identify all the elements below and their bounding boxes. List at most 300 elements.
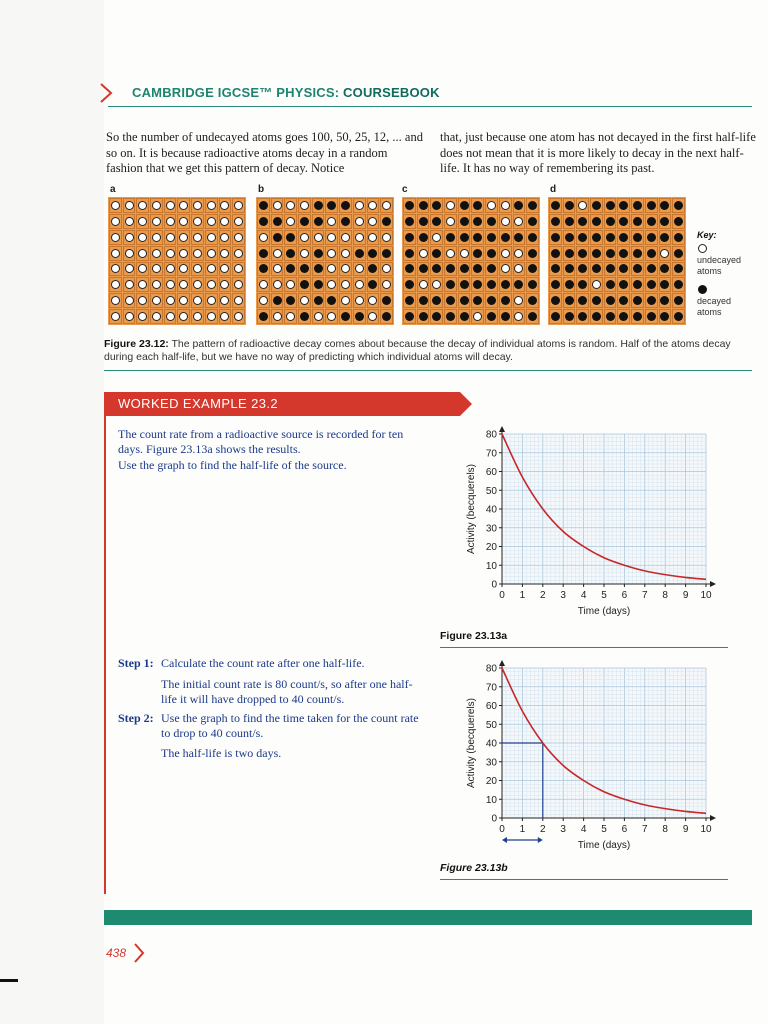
undecayed-atom (152, 296, 161, 305)
atom-cell (191, 277, 204, 292)
atom-cell (672, 230, 685, 245)
decayed-atom (473, 233, 482, 242)
atom-cell (617, 293, 630, 308)
decayed-atom (314, 280, 323, 289)
atom-cell (298, 198, 311, 213)
atom-cell (164, 309, 177, 324)
half-life-arrow-right (538, 837, 543, 843)
y-axis-arrow (499, 660, 505, 666)
atom-cell (380, 198, 393, 213)
undecayed-atom (432, 233, 441, 242)
atom-cell (549, 293, 562, 308)
undecayed-atom (327, 217, 336, 226)
undecayed-atom (514, 217, 523, 226)
key-title: Key: (697, 230, 717, 240)
atom-cell (604, 214, 617, 229)
grid-label-d: d (550, 184, 557, 195)
atom-cell (563, 293, 576, 308)
atom-cell (380, 309, 393, 324)
atom-cell (485, 293, 498, 308)
decayed-atom (355, 312, 364, 321)
atom-cell (659, 214, 672, 229)
decayed-atom (647, 217, 656, 226)
decayed-atom (592, 249, 601, 258)
decayed-atom (446, 233, 455, 242)
atom-cell (325, 262, 338, 277)
atom-cell (604, 198, 617, 213)
decayed-atom (259, 312, 268, 321)
atom-cell (444, 198, 457, 213)
atom-cell (458, 198, 471, 213)
atom-cell (284, 309, 297, 324)
atom-cell (177, 246, 190, 261)
page-number: 438 (106, 946, 127, 960)
decayed-atom (446, 280, 455, 289)
atom-cell (513, 262, 526, 277)
decayed-atom (619, 233, 628, 242)
decayed-atom (314, 264, 323, 273)
decayed-atom (660, 312, 669, 321)
atom-cell (604, 246, 617, 261)
decayed-atom (405, 280, 414, 289)
y-tick-label: 60 (485, 701, 497, 712)
atom-cell (631, 293, 644, 308)
decayed-atom (633, 280, 642, 289)
decayed-atom (647, 312, 656, 321)
atom-cell (177, 293, 190, 308)
undecayed-atom (487, 201, 496, 210)
undecayed-atom (220, 264, 229, 273)
atom-cell (271, 262, 284, 277)
y-tick-label: 40 (485, 504, 497, 516)
atom-cell (617, 277, 630, 292)
atom-cell (499, 198, 512, 213)
undecayed-atom (355, 296, 364, 305)
atom-cell (325, 198, 338, 213)
undecayed-atom (111, 264, 120, 273)
decayed-atom (528, 201, 537, 210)
atom-cell (549, 277, 562, 292)
undecayed-atom (368, 233, 377, 242)
undecayed-atom (234, 312, 243, 321)
undecayed-atom (166, 233, 175, 242)
undecayed-atom (432, 280, 441, 289)
x-tick-label: 9 (682, 824, 689, 835)
atom-cell (576, 198, 589, 213)
decayed-atom (565, 201, 574, 210)
decayed-atom (460, 296, 469, 305)
atom-cell (403, 246, 416, 261)
atom-cell (150, 246, 163, 261)
running-header (98, 82, 752, 108)
undecayed-atom (111, 249, 120, 258)
decayed-atom (300, 280, 309, 289)
decayed-atom (565, 280, 574, 289)
decayed-atom (446, 312, 455, 321)
atom-cell (645, 262, 658, 277)
atom-grid-d (548, 197, 686, 325)
decayed-atom (432, 264, 441, 273)
atom-cell (312, 246, 325, 261)
decayed-atom (368, 249, 377, 258)
decayed-atom (419, 233, 428, 242)
decayed-atom (528, 296, 537, 305)
atom-cell (205, 214, 218, 229)
atom-cell (136, 309, 149, 324)
undecayed-atom (138, 217, 147, 226)
atom-cell (271, 214, 284, 229)
undecayed-atom (234, 280, 243, 289)
atom-cell (232, 214, 245, 229)
decayed-atom (259, 217, 268, 226)
undecayed-atom (125, 249, 134, 258)
atom-cell (513, 230, 526, 245)
atom-cell (645, 198, 658, 213)
undecayed-atom (125, 280, 134, 289)
x-tick-label: 1 (519, 824, 526, 835)
decayed-atom (606, 264, 615, 273)
atom-cell (353, 262, 366, 277)
decayed-atom (551, 280, 560, 289)
undecayed-atom (125, 296, 134, 305)
atom-cell (136, 230, 149, 245)
atom-cell (205, 198, 218, 213)
atom-cell (444, 214, 457, 229)
decayed-atom (674, 249, 683, 258)
decayed-atom (565, 233, 574, 242)
undecayed-atom (152, 249, 161, 258)
decayed-atom (528, 217, 537, 226)
undecayed-atom (152, 233, 161, 242)
x-tick-label: 5 (601, 590, 607, 601)
decayed-atom (674, 296, 683, 305)
atom-cell (604, 262, 617, 277)
decayed-atom (382, 249, 391, 258)
atom-cell (150, 230, 163, 245)
atom-cell (645, 293, 658, 308)
atom-cell (257, 246, 270, 261)
decayed-atom (355, 249, 364, 258)
atom-cell (458, 246, 471, 261)
decayed-atom (368, 264, 377, 273)
atom-cell (191, 293, 204, 308)
atom-cell (109, 262, 122, 277)
worked-example-banner (104, 392, 472, 416)
atom-cell (430, 293, 443, 308)
header-rule (108, 106, 752, 107)
undecayed-atom (152, 264, 161, 273)
atom-cell (177, 277, 190, 292)
atom-cell (339, 214, 352, 229)
undecayed-atom (207, 233, 216, 242)
decayed-atom (460, 233, 469, 242)
atom-cell (164, 214, 177, 229)
atom-cell (367, 262, 380, 277)
atom-cell (150, 293, 163, 308)
atom-cell (403, 309, 416, 324)
atom-cell (219, 309, 232, 324)
decayed-atom (432, 217, 441, 226)
x-tick-label: 10 (700, 824, 712, 835)
atom-cell (298, 277, 311, 292)
undecayed-atom (300, 201, 309, 210)
atom-cell (353, 309, 366, 324)
decayed-atom (419, 217, 428, 226)
undecayed-atom (179, 233, 188, 242)
atom-cell (109, 198, 122, 213)
atom-cell (403, 277, 416, 292)
atom-cell (353, 277, 366, 292)
undecayed-atom (501, 217, 510, 226)
atom-cell (367, 309, 380, 324)
atom-cell (367, 214, 380, 229)
atom-cell (136, 198, 149, 213)
atom-cell (367, 198, 380, 213)
atom-cell (164, 277, 177, 292)
undecayed-atom (382, 201, 391, 210)
atom-cell (380, 214, 393, 229)
atom-cell (471, 198, 484, 213)
atom-cell (205, 309, 218, 324)
atom-cell (367, 277, 380, 292)
atom-cell (458, 309, 471, 324)
atom-cell (631, 214, 644, 229)
y-tick-label: 60 (485, 467, 497, 478)
footer-bar (104, 910, 752, 925)
atom-cell (526, 214, 539, 229)
atom-cell (631, 230, 644, 245)
undecayed-atom (446, 249, 455, 258)
y-tick-label: 70 (485, 448, 497, 460)
undecayed-atom (220, 249, 229, 258)
decayed-atom (551, 249, 560, 258)
undecayed-atom (382, 280, 391, 289)
atom-cell (549, 262, 562, 277)
atom-cell (444, 309, 457, 324)
atom-cell (526, 293, 539, 308)
atom-cell (526, 309, 539, 324)
atom-cell (604, 277, 617, 292)
atom-cell (150, 198, 163, 213)
decayed-atom (314, 217, 323, 226)
figure-caption: Figure 23.12: The pattern of radioactive decay comes about because the decay of individual atoms is random. Half of the atoms decay during each half-life, but we have no way of predicting which individual atoms will decay. (104, 338, 731, 363)
decayed-atom (633, 296, 642, 305)
decayed-atom (327, 296, 336, 305)
undecayed-atom (152, 217, 161, 226)
atom-cell (617, 230, 630, 245)
atom-cell (631, 198, 644, 213)
y-tick-label: 10 (485, 794, 497, 806)
atom-cell (617, 246, 630, 261)
atom-cell (549, 309, 562, 324)
undecayed-atom (166, 249, 175, 258)
atom-cell (298, 309, 311, 324)
decayed-atom-icon (698, 285, 707, 294)
undecayed-atom (234, 264, 243, 273)
undecayed-atom (193, 280, 202, 289)
decayed-atom (419, 296, 428, 305)
step-2-detail: The half-life is two days. (161, 746, 282, 760)
decayed-atom (528, 280, 537, 289)
atom-cell (485, 277, 498, 292)
atom-cell (232, 246, 245, 261)
atom-cell (513, 214, 526, 229)
atom-cell (471, 293, 484, 308)
y-tick-label: 0 (491, 579, 497, 591)
x-axis-title: Time (days) (577, 840, 631, 851)
x-axis-title: Time (days) (577, 606, 631, 617)
decayed-atom (419, 264, 428, 273)
figure-key (697, 230, 757, 318)
undecayed-atom-icon (698, 244, 707, 253)
decayed-atom (487, 249, 496, 258)
atom-cell (257, 277, 270, 292)
atom-cell (219, 262, 232, 277)
page-margin (0, 0, 104, 1024)
undecayed-atom (273, 280, 282, 289)
undecayed-atom (259, 296, 268, 305)
atom-cell (380, 293, 393, 308)
atom-cell (513, 309, 526, 324)
undecayed-atom (152, 201, 161, 210)
worked-example-title: WORKED EXAMPLE 23.2 (118, 396, 279, 411)
atom-grid-a (108, 197, 246, 325)
decayed-atom (551, 217, 560, 226)
atom-cell (499, 262, 512, 277)
atom-cell (219, 293, 232, 308)
undecayed-atom (314, 233, 323, 242)
x-tick-label: 7 (642, 824, 648, 835)
atom-cell (403, 293, 416, 308)
atom-cell (485, 246, 498, 261)
undecayed-atom (207, 249, 216, 258)
x-tick-label: 8 (662, 824, 668, 835)
undecayed-atom (501, 249, 510, 258)
atom-cell (617, 309, 630, 324)
undecayed-atom (368, 296, 377, 305)
decayed-atom (473, 264, 482, 273)
atom-cell (164, 246, 177, 261)
atom-cell (191, 246, 204, 261)
undecayed-atom (341, 249, 350, 258)
atom-cell (563, 230, 576, 245)
undecayed-atom (220, 280, 229, 289)
decayed-atom (432, 312, 441, 321)
decayed-atom (382, 312, 391, 321)
atom-grid-b (256, 197, 394, 325)
atom-cell (339, 230, 352, 245)
atom-cell (177, 309, 190, 324)
decayed-atom (382, 296, 391, 305)
atom-cell (526, 277, 539, 292)
atom-cell (123, 230, 136, 245)
body-paragraph-left: So the number of undecayed atoms goes 100, 50, 25, 12, ... and so on. It is because radioactive atoms decay in a random fashion that we get this pattern of decay. Notice (106, 130, 423, 175)
atom-cell (499, 230, 512, 245)
atom-cell (123, 277, 136, 292)
undecayed-atom (207, 264, 216, 273)
atom-cell (109, 230, 122, 245)
decayed-atom (565, 217, 574, 226)
undecayed-atom (273, 312, 282, 321)
atom-cell (576, 230, 589, 245)
atom-cell (672, 214, 685, 229)
chevron-right-icon (132, 942, 146, 964)
undecayed-atom (207, 312, 216, 321)
atom-cell (604, 293, 617, 308)
undecayed-atom (207, 296, 216, 305)
atom-cell (563, 309, 576, 324)
example-intro: The count rate from a radioactive source is recorded for ten days. Figure 23.13a shows the results. (118, 427, 404, 456)
undecayed-atom (259, 280, 268, 289)
decayed-atom (592, 233, 601, 242)
undecayed-atom (138, 264, 147, 273)
undecayed-atom (382, 233, 391, 242)
atom-cell (417, 246, 430, 261)
x-axis-arrow (710, 815, 716, 821)
decay-chart-b (440, 660, 730, 860)
atom-cell (298, 262, 311, 277)
decayed-atom (647, 201, 656, 210)
decayed-atom (647, 249, 656, 258)
atom-cell (191, 262, 204, 277)
undecayed-atom (300, 296, 309, 305)
decayed-atom (405, 249, 414, 258)
decayed-atom (578, 264, 587, 273)
atom-cell (177, 262, 190, 277)
decayed-atom (660, 233, 669, 242)
atom-cell (485, 230, 498, 245)
decayed-atom (674, 280, 683, 289)
decayed-atom (314, 201, 323, 210)
atom-cell (312, 262, 325, 277)
atom-cell (164, 293, 177, 308)
atom-cell (257, 214, 270, 229)
atom-cell (232, 230, 245, 245)
undecayed-atom (111, 217, 120, 226)
decayed-atom (487, 264, 496, 273)
atom-cell (257, 230, 270, 245)
decayed-atom (565, 296, 574, 305)
atom-cell (177, 214, 190, 229)
decayed-atom (501, 312, 510, 321)
step-2-label: Step 2: (118, 711, 154, 725)
atom-cell (444, 246, 457, 261)
atom-cell (631, 246, 644, 261)
atom-cell (367, 246, 380, 261)
atom-cell (325, 293, 338, 308)
decayed-atom (473, 296, 482, 305)
atom-cell (150, 214, 163, 229)
undecayed-atom (341, 280, 350, 289)
decayed-atom (660, 264, 669, 273)
undecayed-atom (220, 312, 229, 321)
atom-cell (191, 230, 204, 245)
undecayed-atom (592, 280, 601, 289)
atom-cell (499, 309, 512, 324)
decayed-atom (446, 264, 455, 273)
atom-cell (325, 246, 338, 261)
atom-cell (298, 230, 311, 245)
atom-cell (430, 277, 443, 292)
atom-cell (136, 262, 149, 277)
undecayed-atom (419, 249, 428, 258)
atom-cell (590, 230, 603, 245)
decayed-atom (432, 201, 441, 210)
decayed-atom (460, 201, 469, 210)
atom-grid-c (402, 197, 540, 325)
decayed-atom (419, 312, 428, 321)
atom-cell (257, 262, 270, 277)
